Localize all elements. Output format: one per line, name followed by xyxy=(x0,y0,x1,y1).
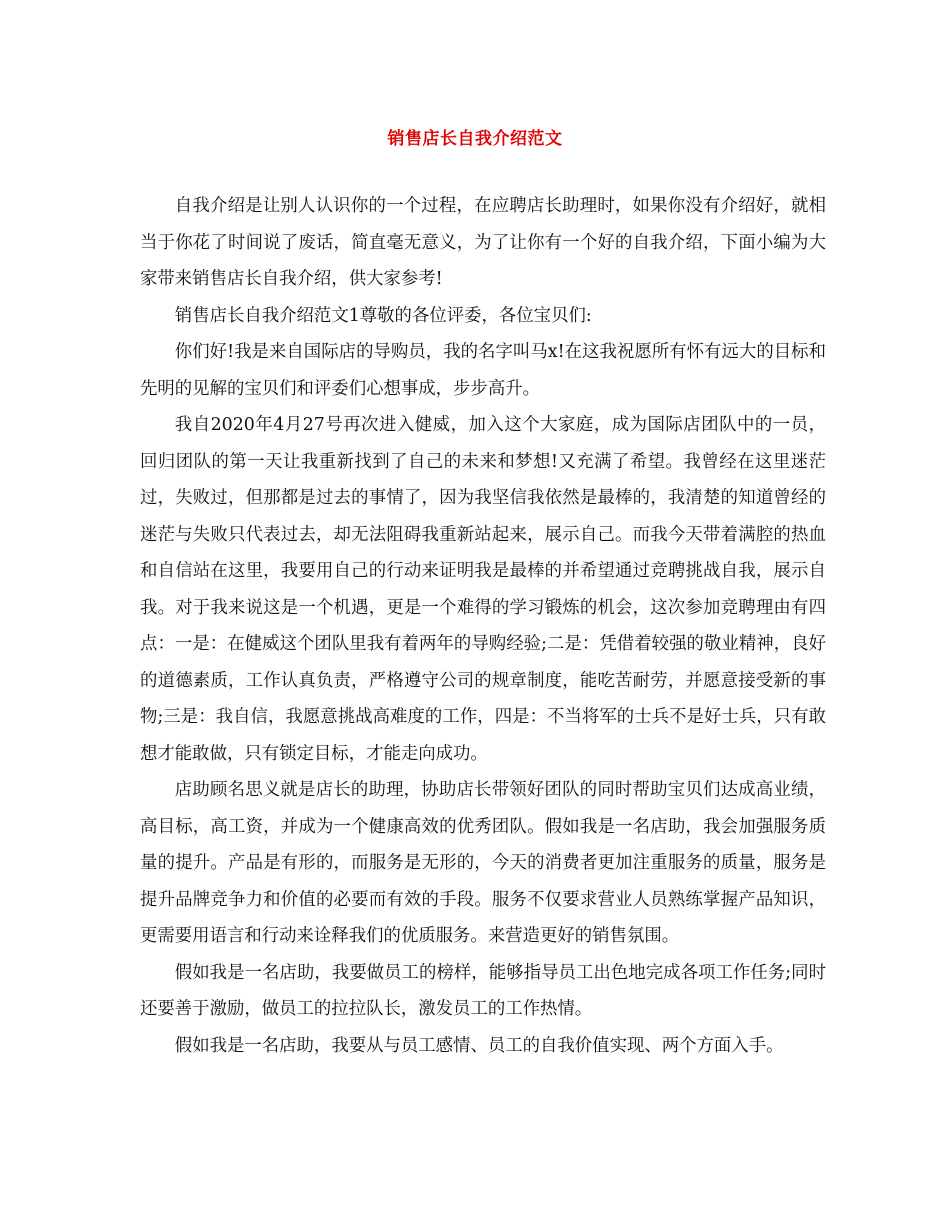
paragraph-intro: 自我介绍是让别人认识你的一个过程，在应聘店长助理时，如果你没有介绍好，就相当于你花了时间说了废话，简直毫无意义，为了让你有一个好的自我介绍，下面小编为大家带来销售店长自我介绍，供大家参考! xyxy=(140,196,826,289)
paragraph-experience: 我自2020年4月27号再次进入健威，加入这个大家庭，成为国际店团队中的一员，回归团队的第一天让我重新找到了自己的未来和梦想!又充满了希望。我曾经在这里迷茫过，失败过，但那都是过去的事情了，因为我坚信我依然是最棒的，我清楚的知道曾经的迷茫与失败只代表过去，却无法阻碍我重新站起来，展示自己。而我今天带着满腔的热血和自信站在这里，我要用自己的行动来证明我是最棒的并希望通过竞聘挑战自我，展示自我。对于我来说这是一个机遇，更是一个难得的学习锻炼的机会，这次参加竞聘理由有四点：一是：在健威这个团队里我有着两年的导购经验;二是：凭借着较强的敬业精神，良好的道德素质，工作认真负责，严格遵守公司的规章制度，能吃苦耐劳，并愿意接受新的事物;三是：我自信，我愿意挑战高难度的工作，四是：不当将军的士兵不是好士兵，只有敢想才能敢做，只有锁定目标，才能走向成功。 xyxy=(140,415,826,764)
document-body xyxy=(140,188,826,1064)
paragraph-hello: 你们好!我是来自国际店的导购员，我的名字叫马x!在这我祝愿所有怀有远大的目标和先明的见解的宝贝们和评委们心想事成，步步高升。 xyxy=(140,342,826,399)
paragraph-approach: 假如我是一名店助，我要从与员工感情、员工的自我价值实现、两个方面入手。 xyxy=(174,1035,784,1056)
paragraph-greeting: 销售店长自我介绍范文1尊敬的各位评委，各位宝贝们: xyxy=(174,305,592,326)
paragraph-role: 店助顾名思义就是店长的助理，协助店长带领好团队的同时帮助宝贝们达成高业绩，高目标，高工资，并成为一个健康高效的优秀团队。假如我是一名店助，我会加强服务质量的提升。产品是有形的，而服务是无形的，今天的消费者更加注重服务的质量，服务是提升品牌竞争力和价值的必要而有效的手段。服务不仅要求营业人员熟练掌握产品知识，更需要用语言和行动来诠释我们的优质服务。来营造更好的销售氛围。 xyxy=(140,780,826,946)
document-title: 销售店长自我介绍范文 xyxy=(387,129,563,149)
paragraph-example: 假如我是一名店助，我要做员工的榜样，能够指导员工出色地完成各项工作任务;同时还要善于激励，做员工的拉拉队长，激发员工的工作热情。 xyxy=(140,962,826,1019)
